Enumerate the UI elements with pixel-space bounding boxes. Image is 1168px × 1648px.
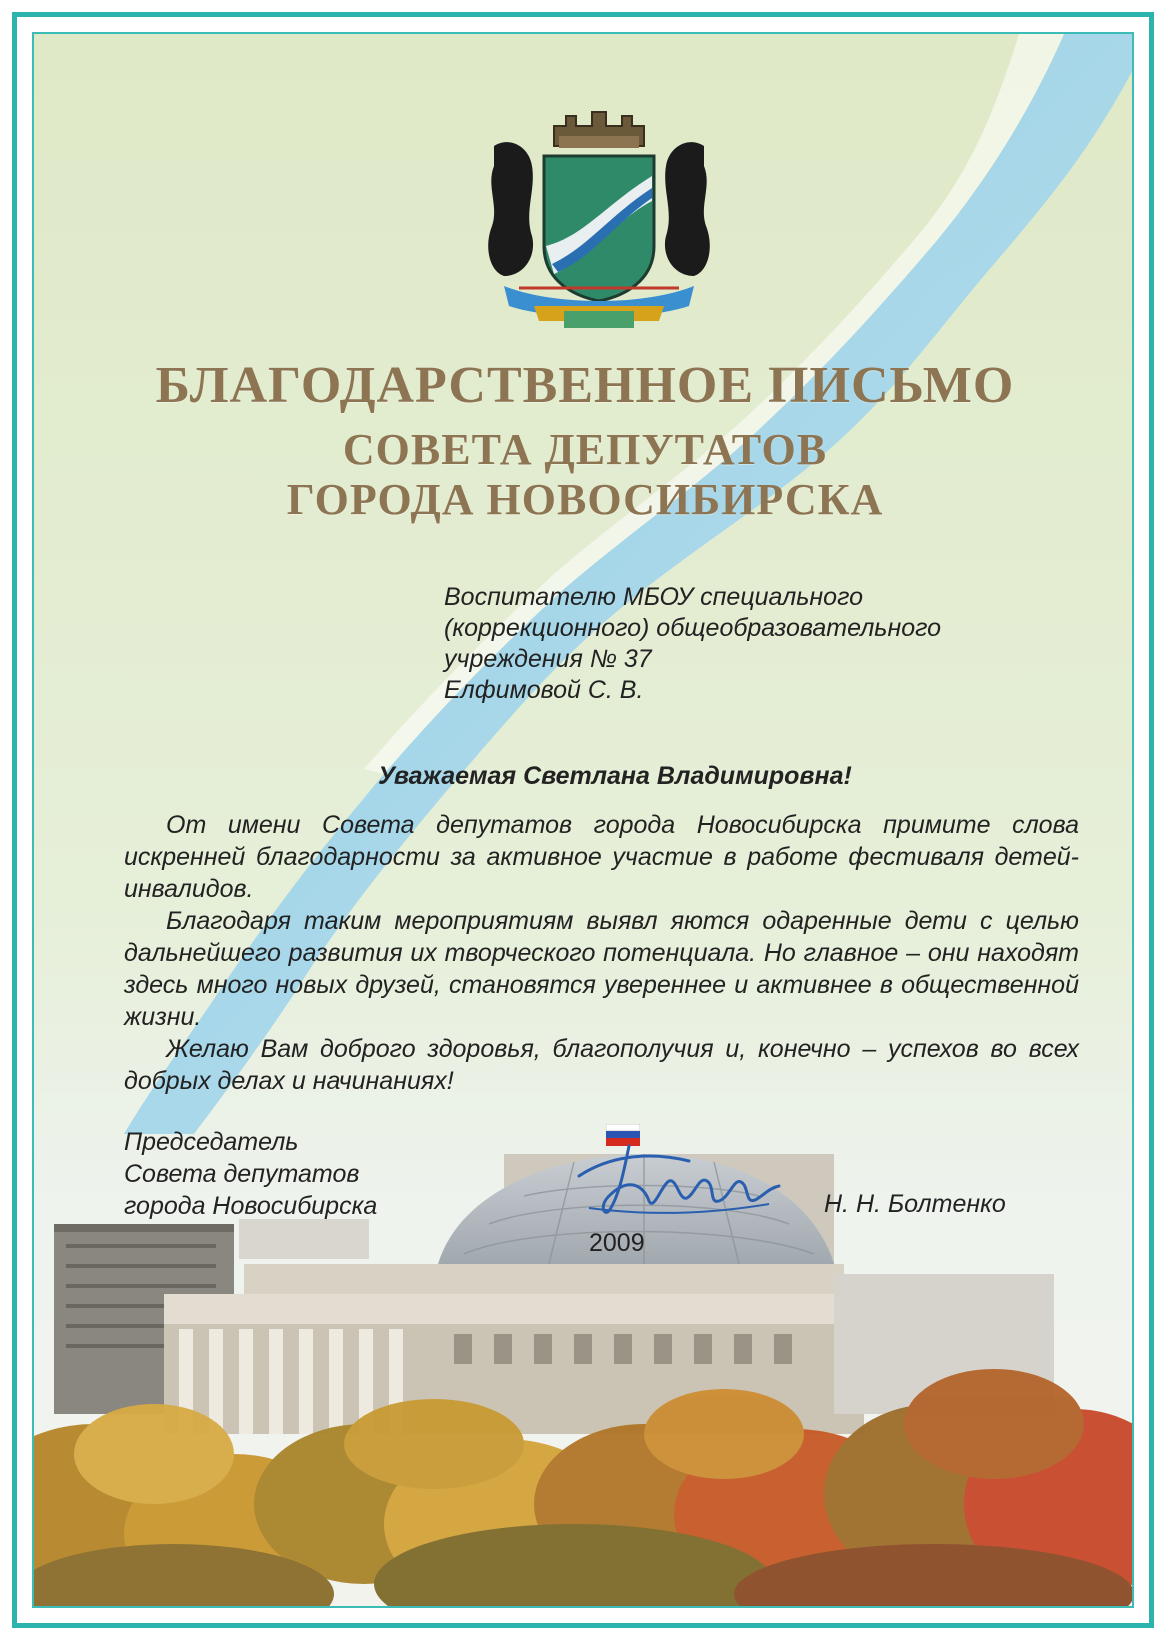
recipient-name: Елфимовой С. В. [444, 676, 644, 704]
signer-name: Н. Н. Болтенко [824, 1190, 1006, 1218]
greeting: Уважаемая Светлана Владимировна! [378, 762, 852, 790]
letter-subtitle-line2: ГОРОДА НОВОСИБИРСКА [286, 475, 884, 524]
handwritten-signature [569, 1116, 789, 1226]
letter-body [124, 809, 1079, 1097]
letter-subtitle-line1: СОВЕТА ДЕПУТАТОВ [342, 425, 828, 474]
signer-title-line: Совета депутатов [124, 1160, 360, 1188]
recipient-block [444, 582, 941, 706]
signer-title-line: Председатель [124, 1128, 299, 1156]
signer-title-line: города Новосибирска [124, 1192, 378, 1220]
certificate-panel [32, 32, 1134, 1608]
body-paragraph: От имени Совета депутатов города Новосибирска примите слова искренней благодарности за активное участие в работе фестиваля детей-инвалидов. [124, 811, 1079, 903]
body-paragraph: Желаю Вам доброго здоровья, благополучия и, конечно – успехов во всех добрых делах и начинаниях! [124, 1035, 1079, 1095]
certificate-frame [12, 12, 1154, 1628]
signer-title-block [124, 1126, 377, 1222]
recipient-line: (коррекционного) общеобразовательного [444, 614, 942, 642]
body-paragraph: Благодаря таким мероприятиям выявл яются одаренные дети с целью дальнейшего развития их творческого потенциала. Но главное – они находят здесь много новых друзей, становятся увереннее и активнее в общественной жизни. [124, 907, 1079, 1031]
recipient-line: учреждения № 37 [444, 645, 652, 673]
letter-title: БЛАГОДАРСТВЕННОЕ ПИСЬМО [155, 357, 1015, 414]
letter-year: 2009 [589, 1229, 645, 1257]
novosibirsk-coat-of-arms-icon [474, 106, 724, 336]
recipient-line: Воспитателю МБОУ специального [444, 583, 864, 611]
